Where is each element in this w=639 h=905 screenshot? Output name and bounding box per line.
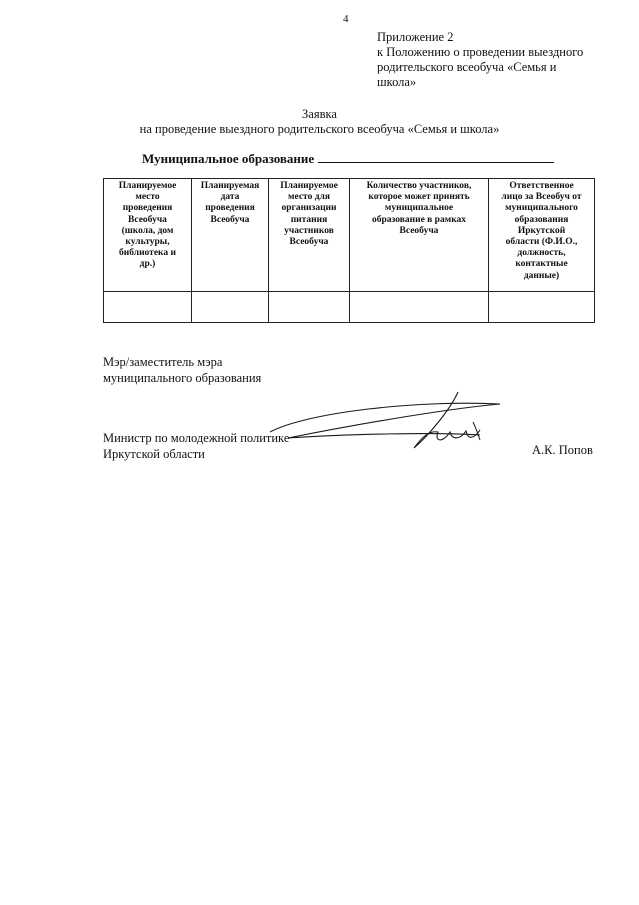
document-subtitle: на проведение выездного родительского всеобуча «Семья и школа» [139, 122, 500, 136]
table-cell[interactable] [192, 292, 269, 323]
mayor-signoff [103, 354, 261, 386]
table-header-row [104, 179, 595, 292]
table-cell[interactable] [350, 292, 489, 323]
municipality-label: Муниципальное образование [142, 151, 315, 166]
appendix-note [377, 30, 617, 90]
application-table [103, 178, 595, 323]
appendix-line: к Положению о проведении выездного [377, 45, 584, 59]
document-title: Заявка [302, 107, 337, 121]
municipality-field [142, 150, 554, 167]
appendix-line: родительского всеобуча «Семья и [377, 60, 557, 74]
signer-name: А.К. Попов [532, 443, 593, 457]
minister-title-line: Министр по молодежной политике [103, 431, 290, 445]
header-planned-venue: Планируемое место проведения Всеобуча (школа, дом культуры, библиотека и др.) [104, 179, 192, 292]
minister-title-line: Иркутской области [103, 447, 205, 461]
page-number: 4 [343, 13, 349, 25]
header-planned-date: Планируемая дата проведения Всеобуча [192, 179, 269, 292]
appendix-line: школа» [377, 75, 417, 89]
municipality-blank-line [318, 150, 554, 163]
signature-image [268, 388, 508, 458]
header-participant-count: Количество участников, которое может принять муниципальное образование в рамках Всеобуча [350, 179, 489, 292]
mayor-title-line: Мэр/заместитель мэра [103, 355, 223, 369]
appendix-line: Приложение 2 [377, 30, 454, 44]
minister-signoff [103, 430, 289, 462]
table-row [104, 292, 595, 323]
table-cell[interactable] [269, 292, 350, 323]
header-catering-place: Планируемое место для организации питания участников Всеобуча [269, 179, 350, 292]
header-responsible-person: Ответственное лицо за Всеобуч от муниципального образования Иркутской области (Ф.И.О., должность, контактные данные) [489, 179, 595, 292]
table-cell[interactable] [489, 292, 595, 323]
table-cell[interactable] [104, 292, 192, 323]
mayor-title-line: муниципального образования [103, 371, 262, 385]
